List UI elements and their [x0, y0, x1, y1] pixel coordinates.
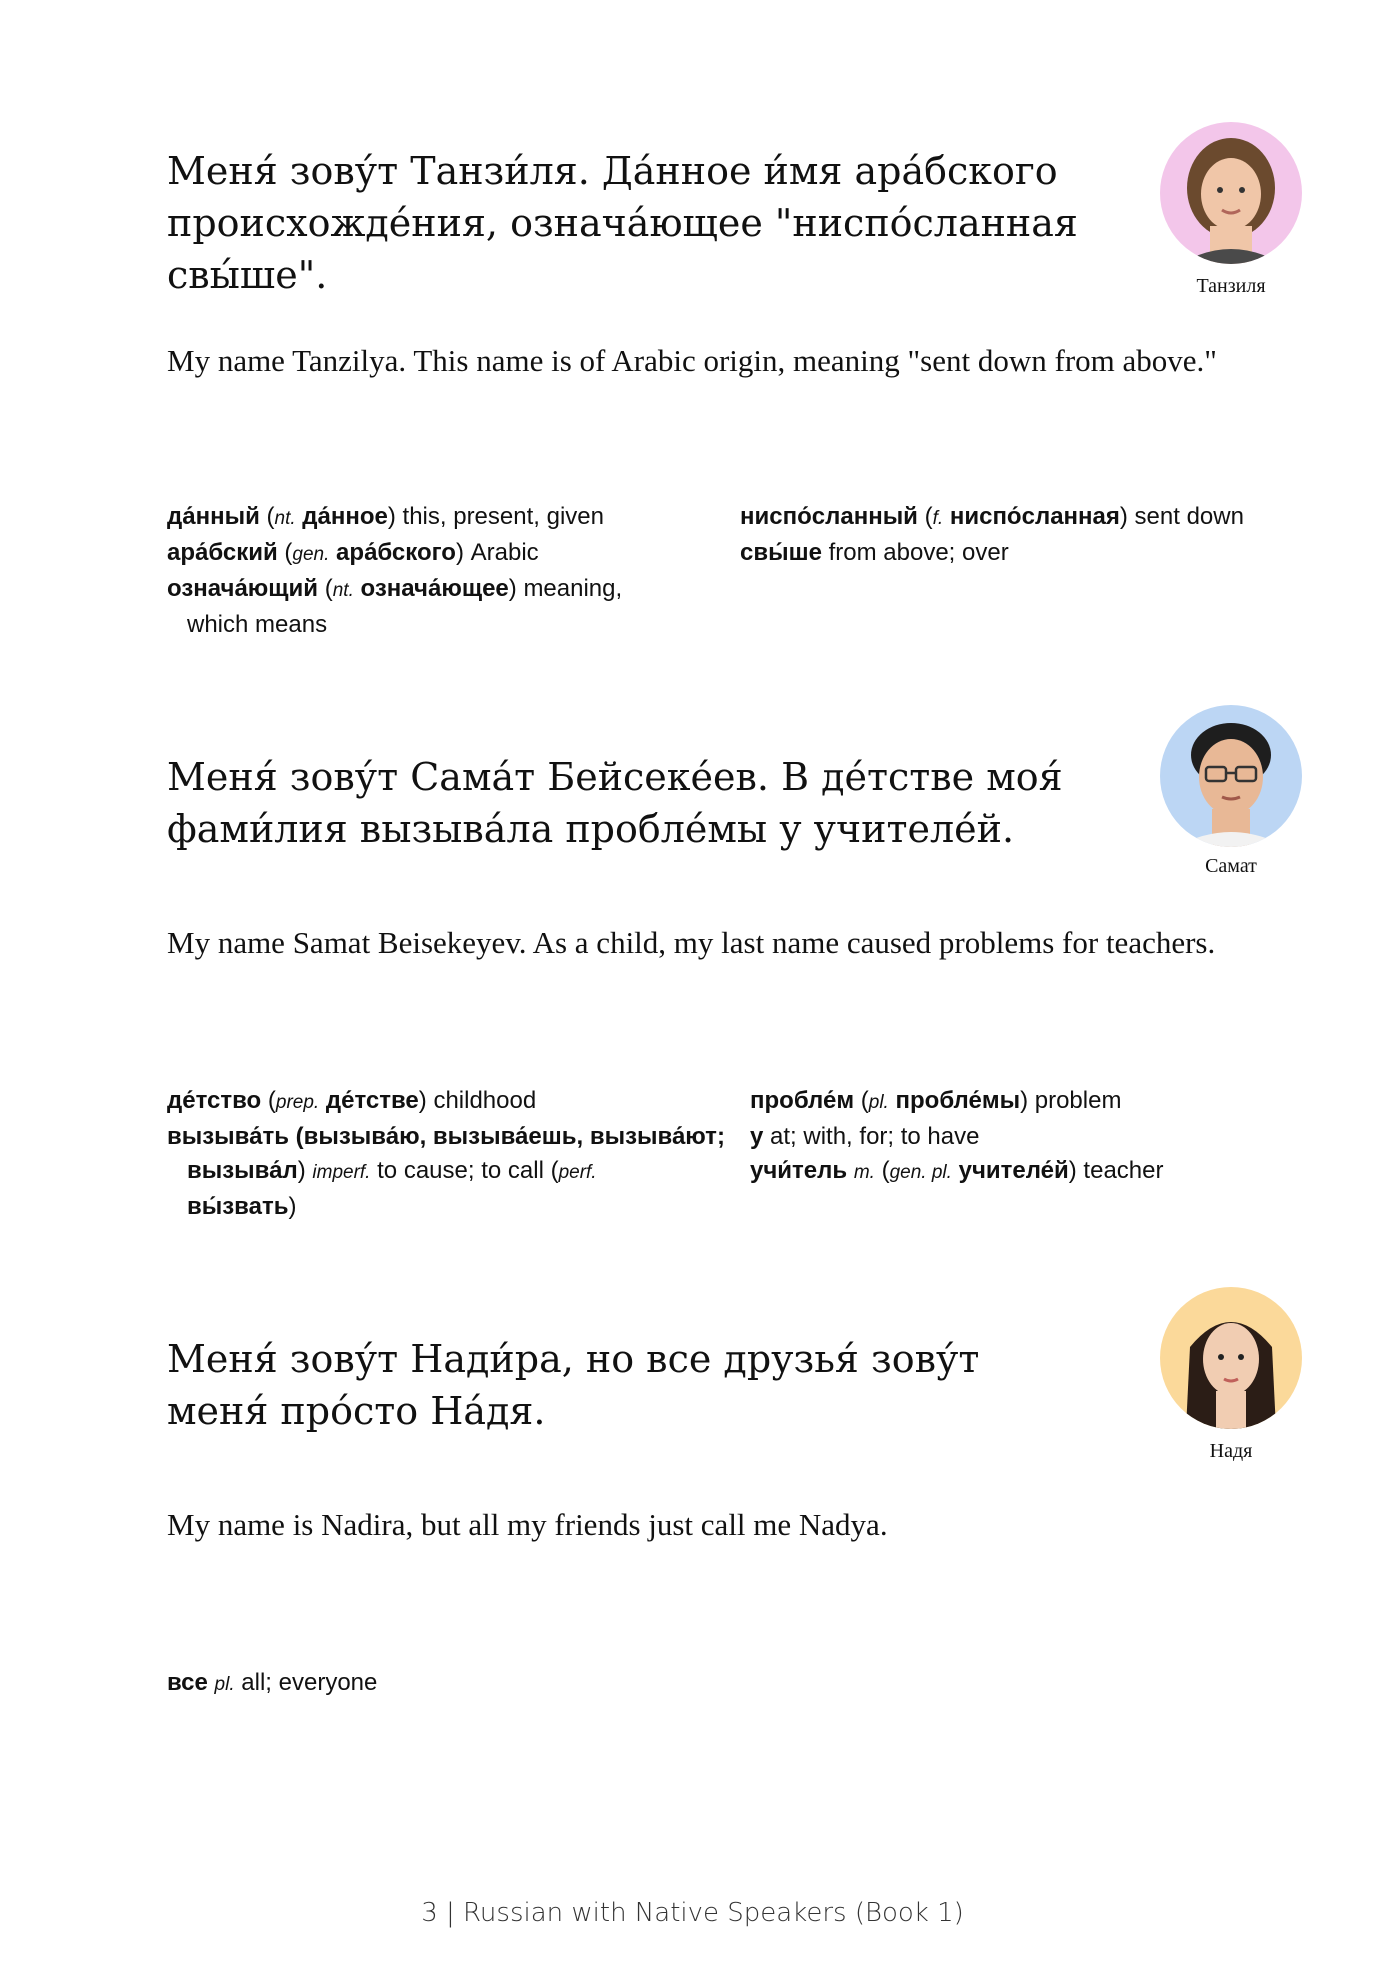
vocab-entry: пробле́м (pl. пробле́мы) problem: [750, 1087, 1122, 1114]
avatar-caption: Самат: [1205, 855, 1257, 877]
vocab-entry: свы́ше from above; over: [740, 539, 1009, 566]
avatar-caption: Танзиля: [1196, 275, 1266, 297]
vocab-entry-continuation: вы́звать): [187, 1193, 297, 1220]
person-photo-icon: [1160, 1287, 1302, 1429]
vocab-entry: у at; with, for; to have: [750, 1123, 980, 1150]
english-translation: My name Tanzilya. This name is of Arabic origin, meaning "sent down from above.": [167, 343, 1217, 378]
avatar-samat: [1160, 705, 1302, 847]
vocab-entry: де́тство (prep. де́тстве) childhood: [167, 1087, 537, 1114]
vocab-entry: все pl. all; everyone: [167, 1669, 378, 1696]
russian-sentence: Меня́ зову́т Танзи́ля. Да́нное и́мя ара́бского происхожде́ния, означа́ющее "ниспо́сланная свы́ше".: [167, 149, 1078, 297]
person-photo-icon: [1160, 705, 1302, 847]
vocab-entry: учи́тель m. (gen. pl. учителе́й) teacher: [750, 1157, 1164, 1184]
vocab-right-column: [740, 500, 1300, 570]
vocab-entry: вызыва́ть (вызыва́ю, вызыва́ешь, вызыва́ют;: [167, 1123, 725, 1150]
vocab-left-column: [167, 1666, 727, 1702]
russian-sentence: Меня́ зову́т Сама́т Бейсеке́ев. В де́тстве моя́ фами́лия вызыва́ла пробле́мы у учителе́й.: [167, 755, 1063, 851]
person-photo-icon: [1160, 122, 1302, 264]
vocab-entry: да́нный (nt. да́нное) this, present, given: [167, 503, 604, 530]
vocab-entry: ниспо́сланный (f. ниспо́сланная) sent down: [740, 503, 1244, 530]
vocab-entry: означа́ющий (nt. означа́ющее) meaning,: [167, 575, 623, 602]
vocab-left-column: [167, 500, 707, 642]
vocab-entry: ара́бский (gen. ара́бского) Arabic: [167, 539, 539, 566]
vocab-entry-continuation: вызыва́л) imperf. to cause; to call (perf.: [187, 1157, 597, 1184]
vocab-entry-continuation: which means: [187, 611, 328, 638]
page-footer: 3 | Russian with Native Speakers (Book 1): [421, 1898, 964, 1928]
avatar-nadya: [1160, 1287, 1302, 1429]
english-translation: My name Samat Beisekeyev. As a child, my last name caused problems for teachers.: [167, 925, 1216, 960]
avatar-caption: Надя: [1209, 1440, 1253, 1462]
vocab-left-column: [167, 1084, 727, 1224]
russian-sentence: Меня́ зову́т Нади́ра, но все друзья́ зову́т меня́ про́сто На́дя.: [167, 1337, 980, 1433]
vocab-right-column: [750, 1084, 1310, 1190]
avatar-tanzilya: [1160, 122, 1302, 264]
english-translation: My name is Nadira, but all my friends just call me Nadya.: [167, 1507, 888, 1542]
